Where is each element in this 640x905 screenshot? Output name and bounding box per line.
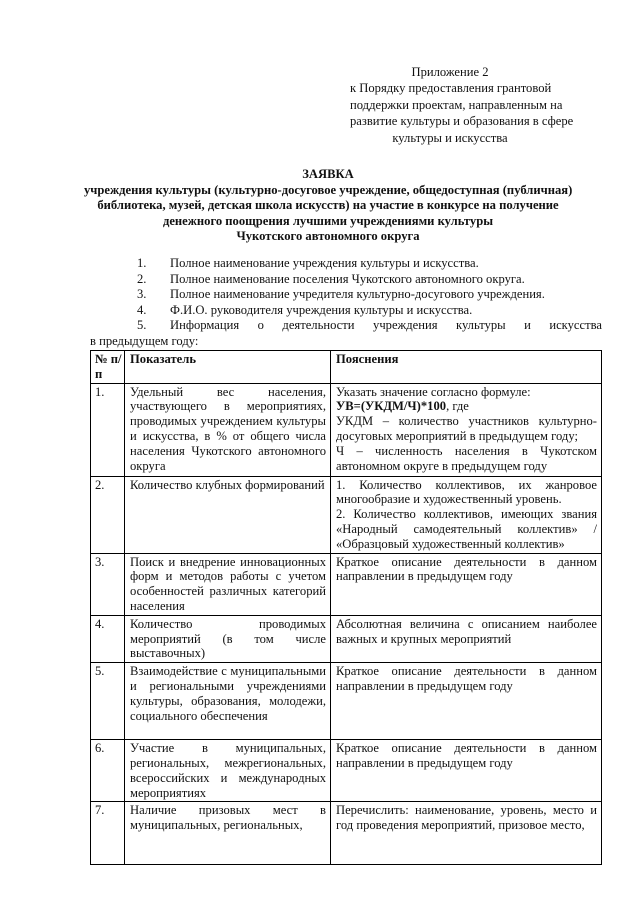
list-item xyxy=(90,303,602,319)
list-text: Полное наименование учредителя культурно-досугового учреждения. xyxy=(170,287,545,302)
table-header-row xyxy=(91,351,602,384)
row-indicator: Удельный вес населения, участвующего в мероприятиях, проводимых учреждением культуры и искусства, в % от общего числа населения Чукотского автономного округа xyxy=(125,383,331,476)
table-row xyxy=(91,663,602,740)
header-indicator: Показатель xyxy=(125,351,331,384)
numbered-list xyxy=(90,256,602,350)
explanation-line: 1. Количество коллективов, их жанровое многообразие и художественный уровень. xyxy=(336,477,597,507)
row-explanation: Краткое описание деятельности в данном направлении в предыдущем году xyxy=(331,740,602,802)
appendix-line: развитие культуры и образования в сфере xyxy=(350,114,574,129)
explanation-line: 2. Количество коллективов, имеющих звания «Народный самодеятельный коллектив» / «Образцовый художественный коллектив» xyxy=(336,507,597,551)
list-word: деятельности xyxy=(282,318,355,333)
row-number: 1. xyxy=(91,383,125,476)
row-indicator: Наличие призовых мест в муниципальных, региональных, xyxy=(125,802,331,865)
formula xyxy=(336,399,597,414)
row-explanation xyxy=(331,476,602,553)
table-row xyxy=(91,802,602,865)
list-number: 4. xyxy=(137,302,147,317)
list-continuation: в предыдущем году: xyxy=(90,333,199,348)
row-number: 4. xyxy=(91,615,125,662)
row-number: 2. xyxy=(91,476,125,553)
formula-suffix: , где xyxy=(446,399,469,414)
appendix-line: поддержки проектам, направленным на xyxy=(350,97,563,112)
row-number: 5. xyxy=(91,663,125,740)
list-text: Полное наименование учреждения культуры и искусства. xyxy=(170,256,479,270)
appendix-line: Приложение 2 xyxy=(411,65,489,79)
row-explanation xyxy=(331,383,602,476)
row-explanation: Перечислить: наименование, уровень, место и год проведения мероприятий, призовое место, xyxy=(331,802,602,865)
title-heading: ЗАЯВКА xyxy=(302,167,354,181)
row-explanation: Абсолютная величина с описанием наиболее важных и крупных мероприятий xyxy=(331,615,602,662)
list-word: культуры xyxy=(456,318,506,333)
row-indicator: Взаимодействие с муниципальными и региональными учреждениями культуры, образования, молодежи, социального обеспечения xyxy=(125,663,331,740)
appendix-line: культуры и искусства xyxy=(392,130,508,145)
table-row xyxy=(91,476,602,553)
row-indicator: Количество проводимых мероприятий (в том числе выставочных) xyxy=(125,615,331,662)
explanation-line: Ч – численность населения в Чукотском автономном округе в предыдущем году xyxy=(336,443,597,473)
list-number: 3. xyxy=(137,287,147,302)
list-text: Полное наименование поселения Чукотского автономного округа. xyxy=(170,271,525,286)
list-text-justified xyxy=(170,318,602,334)
list-word: Информация xyxy=(170,318,240,333)
title-line: учреждения культуры (культурно-досуговое учреждение, общедоступная (публичная) xyxy=(84,182,573,197)
explanation-line: Указать значение согласно формуле: xyxy=(336,384,531,399)
indicators-table xyxy=(90,350,602,865)
appendix-header xyxy=(350,64,574,146)
table-row xyxy=(91,553,602,615)
row-number: 7. xyxy=(91,802,125,865)
title-line: денежного поощрения лучшими учреждениями культуры xyxy=(162,213,494,228)
list-word: и xyxy=(524,318,531,333)
list-item xyxy=(90,318,602,334)
row-explanation: Краткое описание деятельности в данном направлении в предыдущем году xyxy=(331,663,602,740)
list-word: о xyxy=(257,318,264,333)
list-number: 2. xyxy=(137,271,147,286)
title-line: библиотека, музей, детская школа искусств) на участие в конкурсе на получение xyxy=(97,198,559,213)
list-item xyxy=(90,256,602,272)
list-item xyxy=(90,272,602,288)
list-number: 5. xyxy=(137,318,147,333)
formula-text: УВ=(УКДМ/Ч)*100 xyxy=(336,399,447,414)
table-row xyxy=(91,383,602,476)
appendix-line: к Порядку предоставления грантовой xyxy=(350,81,552,96)
row-indicator: Поиск и внедрение инновационных форм и методов работы с учетом особенностей различных категорий населения xyxy=(125,553,331,615)
row-explanation: Краткое описание деятельности в данном направлении в предыдущем году xyxy=(331,553,602,615)
list-word: искусства xyxy=(549,318,602,333)
list-word: учреждения xyxy=(373,318,438,333)
header-explanation: Пояснения xyxy=(331,351,602,384)
row-indicator: Количество клубных формирований xyxy=(125,476,331,553)
row-number: 6. xyxy=(91,740,125,802)
document-title xyxy=(84,167,572,245)
table-row xyxy=(91,615,602,662)
header-number: № п/п xyxy=(91,351,125,384)
list-item xyxy=(90,287,602,303)
table-row xyxy=(91,740,602,802)
row-number: 3. xyxy=(91,553,125,615)
explanation-line: УКДМ – количество участников культурно-досуговых мероприятий в предыдущем году; xyxy=(336,414,597,443)
list-text: Ф.И.О. руководителя учреждения культуры и искусства. xyxy=(170,302,473,317)
list-number: 1. xyxy=(137,256,147,270)
title-line: Чукотского автономного округа xyxy=(236,229,420,244)
row-indicator: Участие в муниципальных, региональных, межрегиональных, всероссийских и международных мероприятиях xyxy=(125,740,331,802)
